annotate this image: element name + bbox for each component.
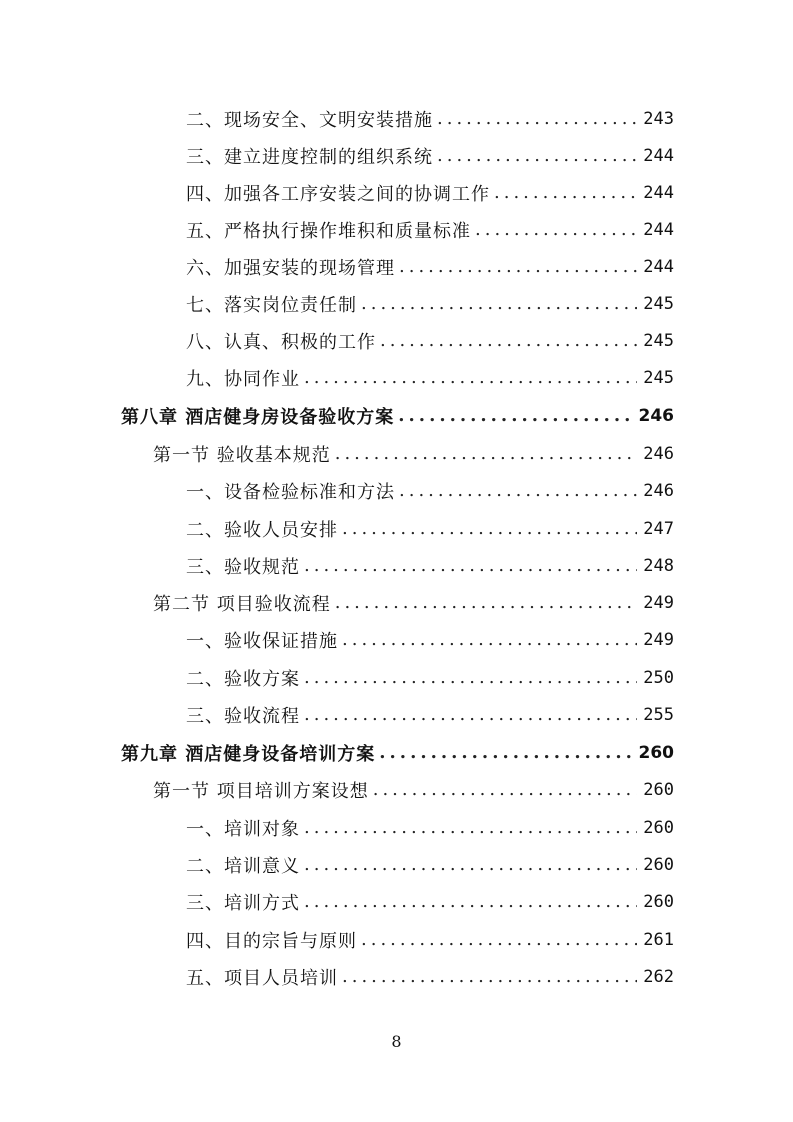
toc-entry-title: 三、验收规范 [186,556,300,578]
toc-dot-leader [399,256,637,277]
toc-entry[interactable] [186,322,674,359]
toc-dot-leader [335,443,638,464]
toc-entry-page: 246 [643,443,674,464]
toc-dot-leader [494,182,637,203]
toc-entry-title: 八、认真、积极的工作 [186,331,376,353]
toc-dot-leader [373,779,638,800]
toc-entry-title: 第一节 验收基本规范 [153,444,331,466]
toc-entry-title: 九、协同作业 [186,368,300,390]
toc-entry[interactable] [186,547,674,584]
toc-dot-leader [304,555,637,576]
toc-dot-leader [335,592,638,613]
toc-dot-leader [361,929,637,950]
toc-entry-page: 244 [643,256,674,277]
toc-entry[interactable] [186,696,674,733]
toc-chapter-entry[interactable] [121,734,674,771]
toc-entry-page: 244 [643,219,674,240]
toc-dot-leader [437,145,637,166]
toc-entry[interactable] [186,883,674,920]
toc-entry[interactable] [186,846,674,883]
toc-entry-page: 260 [643,817,674,838]
page-number: 8 [391,1032,402,1051]
toc-dot-leader [342,966,637,987]
toc-entry-title: 四、加强各工序安装之间的协调工作 [186,183,490,205]
toc-entry-title: 第八章 酒店健身房设备验收方案 [121,406,395,428]
toc-entry[interactable] [186,659,674,696]
toc-entry-page: 249 [643,629,674,650]
toc-dot-leader [304,854,637,875]
toc-entry-title: 第一节 项目培训方案设想 [153,780,369,802]
toc-entry[interactable] [186,510,674,547]
toc-entry-title: 六、加强安装的现场管理 [186,257,395,279]
toc-entry-page: 245 [643,330,674,351]
toc-entry-title: 四、目的宗旨与原则 [186,930,357,952]
toc-dot-leader [304,667,637,688]
toc-dot-leader [379,742,632,763]
toc-entry[interactable] [186,472,674,509]
toc-entry-title: 二、现场安全、文明安装措施 [186,109,433,131]
toc-entry[interactable] [186,359,674,396]
toc-dot-leader [398,405,632,426]
toc-entry[interactable] [186,285,674,322]
toc-entry[interactable] [186,137,674,174]
toc-entry-title: 二、验收人员安排 [186,519,338,541]
toc-dot-leader [361,293,637,314]
toc-entry[interactable] [186,174,674,211]
toc-entry-page: 262 [643,966,674,987]
toc-entry-page: 245 [643,367,674,388]
toc-entry-title: 第九章 酒店健身设备培训方案 [121,743,376,765]
toc-entry[interactable] [186,248,674,285]
toc-dot-leader [342,518,637,539]
toc-entry-title: 三、验收流程 [186,705,300,727]
toc-entry-title: 五、严格执行操作堆积和质量标准 [186,220,471,242]
toc-entry-title: 二、验收方案 [186,668,300,690]
toc-entry-page: 245 [643,293,674,314]
toc-entry-page: 260 [643,891,674,912]
toc-entry-page: 244 [643,182,674,203]
toc-entry-title: 一、设备检验标准和方法 [186,481,395,503]
toc-entry-page: 247 [643,518,674,539]
toc-section-entry[interactable] [153,584,674,621]
toc-entry[interactable] [186,921,674,958]
toc-entry-title: 五、项目人员培训 [186,967,338,989]
toc-entry[interactable] [186,621,674,658]
toc-entry[interactable] [186,211,674,248]
toc-entry-title: 三、培训方式 [186,892,300,914]
toc-entry-title: 七、落实岗位责任制 [186,294,357,316]
toc-entry-page: 243 [643,108,674,129]
toc-dot-leader [380,330,637,351]
toc-entry-page: 261 [643,929,674,950]
toc-entry-title: 一、培训对象 [186,818,300,840]
toc-entry-page: 250 [643,667,674,688]
toc-entry-page: 255 [643,704,674,725]
toc-entry-page: 260 [638,742,674,763]
toc-entry-title: 第二节 项目验收流程 [153,593,331,615]
toc-entry-page: 249 [643,592,674,613]
toc-entry[interactable] [186,100,674,137]
toc-entry-title: 二、培训意义 [186,855,300,877]
toc-entry-page: 246 [643,480,674,501]
toc-dot-leader [304,817,637,838]
toc-dot-leader [437,108,637,129]
toc-entry-page: 260 [643,854,674,875]
toc-entry[interactable] [186,809,674,846]
toc-dot-leader [342,629,637,650]
toc-entry[interactable] [186,958,674,995]
toc-dot-leader [475,219,637,240]
toc-entry-page: 246 [638,405,674,426]
toc-dot-leader [304,367,637,388]
toc-dot-leader [399,480,637,501]
toc-chapter-entry[interactable] [121,397,674,434]
toc-section-entry[interactable] [153,771,674,808]
toc-entry-title: 一、验收保证措施 [186,630,338,652]
toc-entry-page: 260 [643,779,674,800]
toc-section-entry[interactable] [153,435,674,472]
toc-entry-page: 248 [643,555,674,576]
toc-entry-title: 三、建立进度控制的组织系统 [186,146,433,168]
toc-dot-leader [304,704,637,725]
toc-entry-page: 244 [643,145,674,166]
toc-dot-leader [304,891,637,912]
